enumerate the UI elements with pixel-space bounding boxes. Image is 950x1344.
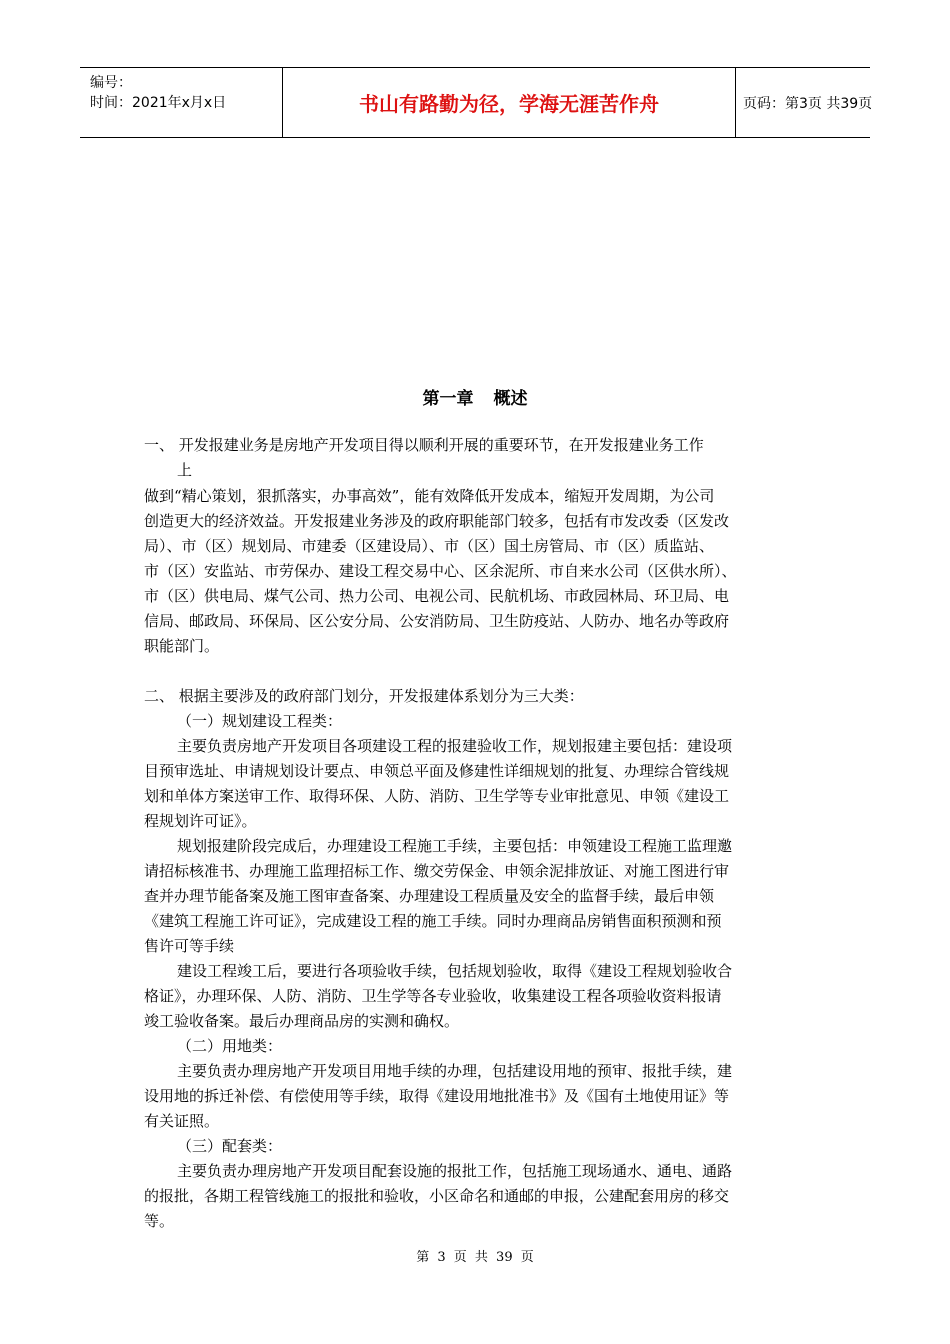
body-line: 做到“精心策划，狠抓落实，办事高效”，能有效降低开发成本，缩短开发周期，为公司 bbox=[144, 487, 715, 505]
body-line: 划和单体方案送审工作、取得环保、人防、消防、卫生学等专业审批意见、申领《建设工 bbox=[144, 787, 730, 805]
body-line: 竣工验收备案。最后办理商品房的实测和确权。 bbox=[144, 1012, 460, 1030]
header-table bbox=[80, 67, 873, 138]
body-line: 职能部门。 bbox=[144, 637, 220, 655]
body-line: 等。 bbox=[144, 1212, 175, 1230]
body-line: 上 bbox=[177, 461, 193, 479]
page-footer: 第 3 页 共 39 页 bbox=[416, 1250, 534, 1265]
body-line: 设用地的拆迁补偿、有偿使用等手续，取得《建设用地批准书》及《国有土地使用证》等 bbox=[144, 1087, 730, 1105]
body-line: 规划报建阶段完成后，办理建设工程施工手续，主要包括：申领建设工程施工监理邀 bbox=[177, 837, 733, 855]
header-page-info: 页码：第3页 共39页 bbox=[743, 95, 873, 112]
section-heading: （三）配套类： bbox=[177, 1137, 283, 1155]
body-line: 一、 开发报建业务是房地产开发项目得以顺利开展的重要环节，在开发报建业务工作 bbox=[144, 436, 704, 454]
body-line: 二、 根据主要涉及的政府部门划分，开发报建体系划分为三大类： bbox=[144, 687, 584, 705]
body-line: 程规划许可证》。 bbox=[144, 812, 257, 830]
body-line: 请招标核准书、办理施工监理招标工作、缴交劳保金、申领余泥排放证、对施工图进行审 bbox=[144, 862, 730, 880]
body-line: 目预审选址、申请规划设计要点、申领总平面及修建性详细规划的批复、办理综合管线规 bbox=[144, 762, 730, 780]
body-line: 主要负责办理房地产开发项目配套设施的报批工作，包括施工现场通水、通电、通路 bbox=[177, 1162, 733, 1180]
body-line: 的报批，各期工程管线施工的报批和验收，小区命名和通邮的申报，公建配套用房的移交 bbox=[144, 1187, 730, 1205]
body-line: 售许可等手续 bbox=[144, 937, 235, 955]
document-date: 时间：2021年x月x日 bbox=[90, 95, 227, 111]
body-line: 建设工程竣工后，要进行各项验收手续，包括规划验收，取得《建设工程规划验收合 bbox=[177, 962, 733, 980]
body-line: 信局、邮政局、环保局、区公安分局、公安消防局、卫生防疫站、人防办、地名办等政府 bbox=[144, 612, 730, 630]
body-line: 查并办理节能备案及施工图审查备案、办理建设工程质量及安全的监督手续，最后申领 bbox=[144, 887, 715, 905]
section-heading: （一）规划建设工程类： bbox=[177, 712, 343, 730]
section-heading: （二）用地类： bbox=[177, 1037, 283, 1055]
body-line: 主要负责办理房地产开发项目用地手续的办理，包括建设用地的预审、报批手续，建 bbox=[177, 1062, 733, 1080]
body-line: 主要负责房地产开发项目各项建设工程的报建验收工作，规划报建主要包括：建设项 bbox=[177, 737, 733, 755]
body-line: 市（区）安监站、市劳保办、建设工程交易中心、区余泥所、市自来水公司（区供水所）、 bbox=[144, 562, 737, 580]
document-number-label: 编号： bbox=[90, 75, 132, 91]
chapter-title: 第一章 概述 bbox=[422, 389, 528, 409]
header-meta bbox=[80, 68, 282, 137]
body-line: 《建筑工程施工许可证》，完成建设工程的施工手续。同时办理商品房销售面积预测和预 bbox=[144, 912, 722, 930]
body-line: 创造更大的经济效益。开发报建业务涉及的政府职能部门较多，包括有市发改委（区发改 bbox=[144, 512, 730, 530]
header-motto: 书山有路勤为径，学海无涯苦作舟 bbox=[282, 68, 736, 137]
body-line: 有关证照。 bbox=[144, 1112, 220, 1130]
body-line: 格证》，办理环保、人防、消防、卫生学等各专业验收，收集建设工程各项验收资料报请 bbox=[144, 987, 722, 1005]
body-line: 局）、市（区）规划局、市建委（区建设局）、市（区）国土房管局、市（区）质监站、 bbox=[144, 537, 715, 555]
body-line: 市（区）供电局、煤气公司、热力公司、电视公司、民航机场、市政园林局、环卫局、电 bbox=[144, 587, 730, 605]
